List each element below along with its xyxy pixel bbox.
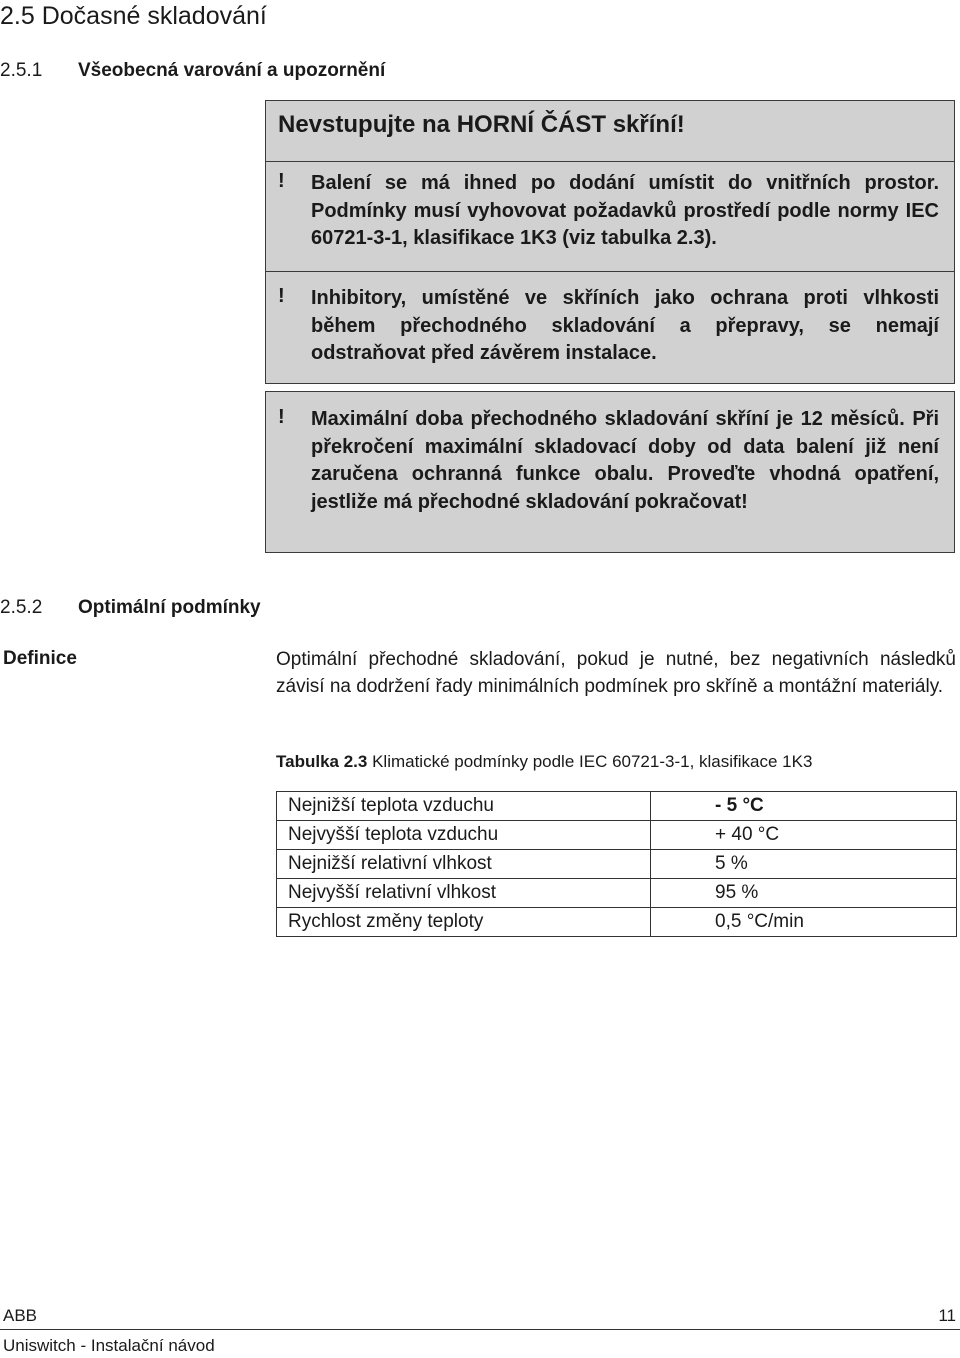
- table-row: [277, 908, 957, 937]
- definition-text: Optimální přechodné skladování, pokud je nutné, bez negativních následků závisí na dodržení řady minimálních podmínek pro skříně a montážní materiály.: [276, 649, 956, 697]
- section-heading: [0, 0, 267, 32]
- table-caption-text: Klimatické podmínky podle IEC 60721-3-1, klasifikace 1K3: [372, 752, 813, 771]
- table-row: [277, 792, 957, 821]
- table-cell-value: 0,5 °C/min: [651, 908, 957, 937]
- table-row: [277, 879, 957, 908]
- definition-label: Definice: [3, 648, 77, 669]
- table-cell-value: + 40 °C: [651, 821, 957, 850]
- footer-doc-title: Uniswitch - Instalační návod: [3, 1336, 215, 1355]
- warning-mark: !: [278, 170, 285, 192]
- subsection-title: Optimální podmínky: [78, 597, 261, 618]
- warning-title: Nevstupujte na HORNÍ ČÁST skříní!: [278, 111, 685, 138]
- warning-title-box: [265, 100, 955, 162]
- table-caption: [276, 752, 812, 772]
- section-title: Dočasné skladování: [41, 2, 267, 30]
- warning-item-text: Maximální doba přechodného skladování skříní je 12 měsíců. Při překročení maximální skladovací doby od data balení již není zaručena ochranná funkce obalu. Proveďte vhodná opatření, jestliže má přechodné skladování pokračovat!: [311, 408, 939, 513]
- warning-item-box: [265, 391, 955, 553]
- subsection-heading-conditions: [0, 595, 261, 621]
- table-cell-value: 5 %: [651, 850, 957, 879]
- warning-mark: !: [278, 406, 285, 428]
- table-cell-parameter: Nejnižší teplota vzduchu: [277, 792, 651, 821]
- subsection-heading-warnings: [0, 58, 385, 84]
- warning-mark: !: [278, 285, 285, 307]
- subsection-title: Všeobecná varování a upozornění: [78, 60, 386, 81]
- table-row: [277, 850, 957, 879]
- warning-item-box: [265, 161, 955, 272]
- warning-item-text: Balení se má ihned po dodání umístit do vnitřních prostor. Podmínky musí vyhovovat požadavků prostředí podle normy IEC 60721-3-1, klasifikace 1K3 (viz tabulka 2.3).: [311, 172, 939, 249]
- climate-conditions-table: [276, 791, 957, 937]
- table-cell-parameter: Nejvyšší teplota vzduchu: [277, 821, 651, 850]
- table-cell-parameter: Rychlost změny teploty: [277, 908, 651, 937]
- subsection-number: 2.5.2: [0, 597, 43, 618]
- page-number: 11: [938, 1306, 956, 1325]
- warning-item-text: Inhibitory, umístěné ve skříních jako ochrana proti vlhkosti během přechodného skladování a přepravy, se nemají odstraňovat před závěrem instalace.: [311, 287, 939, 364]
- footer-divider: [0, 1329, 960, 1330]
- subsection-number: 2.5.1: [0, 60, 43, 81]
- table-row: [277, 821, 957, 850]
- warning-item-box: [265, 271, 955, 384]
- table-cell-value: - 5 °C: [651, 792, 957, 821]
- footer-brand: ABB: [3, 1306, 38, 1325]
- table-cell-parameter: Nejnižší relativní vlhkost: [277, 850, 651, 879]
- table-cell-parameter: Nejvyšší relativní vlhkost: [277, 879, 651, 908]
- table-caption-label: Tabulka 2.3: [276, 752, 368, 771]
- section-number: 2.5: [0, 2, 35, 30]
- table-cell-value: 95 %: [651, 879, 957, 908]
